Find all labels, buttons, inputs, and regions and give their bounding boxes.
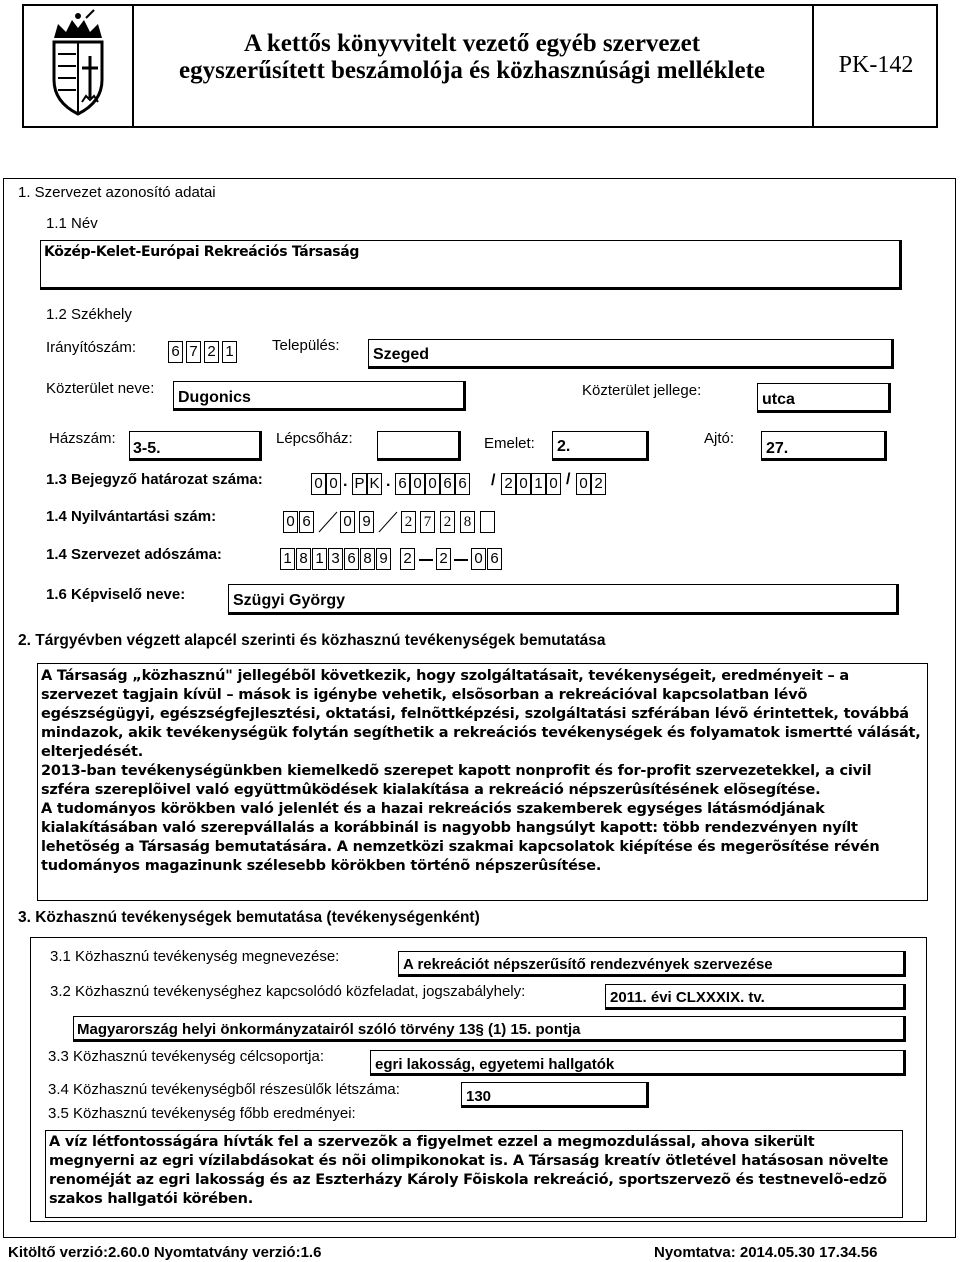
registry-char bbox=[480, 511, 495, 533]
header-title-line2: egyszerűsített beszámolója és közhasznúsági melléklete bbox=[179, 57, 765, 84]
tax-digit: 8 bbox=[360, 548, 375, 570]
header-title-line1: A kettős könyvvitelt vezető egyéb szervezet bbox=[243, 30, 701, 57]
zip-digit: 7 bbox=[186, 341, 201, 363]
section3-heading: 3. Közhasznú tevékenységek bemutatása (tevékenységenként) bbox=[18, 909, 480, 926]
city-value: Szeged bbox=[373, 346, 430, 363]
task-label: 3.2 Közhasznú tevékenységhez kapcsolódó közfeladat, jogszabályhely: bbox=[50, 983, 526, 1000]
name-label: 1.1 Név bbox=[46, 215, 98, 232]
tax-dash bbox=[454, 559, 468, 561]
resolution-char: 1 bbox=[531, 473, 546, 495]
tax-digit: 1 bbox=[312, 548, 327, 570]
tax-digit: 6 bbox=[487, 548, 502, 570]
header-title-block bbox=[134, 30, 810, 84]
section2-text-box[interactable] bbox=[37, 663, 928, 901]
resolution-char: 0 bbox=[425, 473, 440, 495]
section2-paragraph: 2013-ban tevékenységünkben kiemelkedõ szerepet kapott nonprofit és for-profit szervezetekkel, a civil szféra szereplõivel való együttmûködések kialakítása a rekreáció népszerûsítésének elõsegítése. bbox=[41, 763, 872, 798]
zip-digit: 6 bbox=[168, 341, 183, 363]
tax-digit: 1 bbox=[280, 548, 295, 570]
resolution-char: 0 bbox=[546, 473, 561, 495]
name-value: Közép-Kelet-Európai Rekreációs Társaság bbox=[44, 244, 360, 260]
resolution-slash: / bbox=[566, 471, 571, 488]
city-field[interactable] bbox=[368, 339, 894, 369]
tax-label: 1.4 Szervezet adószáma: bbox=[46, 546, 222, 563]
registry-slash-icon bbox=[378, 510, 398, 534]
form-code: PK-142 bbox=[838, 52, 914, 78]
section2-paragraph: A tudományos körökben való jelenlét és a hazai rekreációs szakemberek egységes látásmódjának kialakításában való szerepvállalás a korábbinál is nagyobb hangsúlyt kapott: több rendezvényen nyílt lehetõség a Társaság bemutatására. A nemzetközi szakmai kapcsolatok kiépítése és megerõsítése révén tudományos magazinunk szélesebb körökben történõ népszerûsítése. bbox=[41, 801, 880, 874]
tax-digit: 0 bbox=[471, 548, 486, 570]
registry-char: 2 bbox=[401, 511, 416, 533]
count-value: 130 bbox=[466, 1088, 492, 1105]
zip-label: Irányítószám: bbox=[46, 339, 137, 356]
resolution-char: 0 bbox=[576, 473, 591, 495]
resolution-char: 2 bbox=[591, 473, 606, 495]
section2-paragraph: A Társaság „közhasznú" jellegébõl következik, hogy szolgáltatásait, tevékenységeit, eredményeit – a szervezet tagjain kívül – mások is igénybe vehetik, elsõsorban a rekreációval kapcsolatban lévõ egészségügyi, egészségfejlesztési, oktatási, felnõttképzési, szolgáltatási szférában lévõ érintettek, továbbá mindazok, akik tevékenységük folytán segíthetik a rekreációs tevékenységek és folyamatok ismertté válását, elterjedését. bbox=[41, 668, 921, 760]
resolution-label: 1.3 Bejegyző határozat száma: bbox=[46, 471, 263, 488]
city-label: Település: bbox=[272, 337, 340, 354]
registry-label: 1.4 Nyilvántartási szám: bbox=[46, 508, 217, 525]
rep-value: Szügyi György bbox=[233, 592, 346, 609]
registry-char: 2 bbox=[440, 511, 455, 533]
registry-char: 9 bbox=[359, 511, 374, 533]
house-label: Házszám: bbox=[49, 430, 116, 447]
resolution-char: 0 bbox=[326, 473, 341, 495]
tax-dash bbox=[419, 559, 433, 561]
header-code-divider bbox=[812, 6, 814, 126]
resolution-char: 6 bbox=[440, 473, 455, 495]
house-value: 3-5. bbox=[133, 440, 161, 457]
task-value-1: 2011. évi CLXXXIX. tv. bbox=[610, 989, 765, 1006]
tax-digit: 6 bbox=[344, 548, 359, 570]
resolution-char: 2 bbox=[501, 473, 516, 495]
results-text: A víz létfontosságára hívták fel a szervezõk a figyelmet ezzel a megmozdulással, ahova sikerült megnyerni az egri vízilabdásokat és nõi olimpikonokat is. A Társaság kreatív ötletével hatásosan növelte renoméját az egri lakosság és az Eszterházy Károly Fõiskola rekreáció, sportszervezõ és testnevelõ-edzõ szakos hallgatói körében. bbox=[49, 1134, 889, 1207]
registry-char: 6 bbox=[299, 511, 314, 533]
resolution-slash: / bbox=[491, 472, 496, 489]
street-type-value: utca bbox=[762, 391, 795, 408]
zip-digit: 2 bbox=[204, 341, 219, 363]
activity-value: A rekreációt népszerűsítő rendezvények szervezése bbox=[403, 956, 773, 973]
tax-digit: 9 bbox=[376, 548, 391, 570]
resolution-char: P bbox=[352, 473, 367, 495]
resolution-char: 0 bbox=[410, 473, 425, 495]
tax-digit: 2 bbox=[436, 548, 451, 570]
section2-heading: 2. Tárgyévben végzett alapcél szerinti és közhasznú tevékenységek bemutatása bbox=[18, 632, 606, 649]
seat-label: 1.2 Székhely bbox=[46, 306, 132, 323]
results-text-box[interactable] bbox=[45, 1130, 903, 1218]
resolution-dot: . bbox=[386, 473, 391, 490]
footer-printed: Nyomtatva: 2014.05.30 17.34.56 bbox=[654, 1244, 878, 1261]
door-label: Ajtó: bbox=[704, 430, 735, 447]
zip-digit: 1 bbox=[222, 341, 237, 363]
rep-label: 1.6 Képviselő neve: bbox=[46, 586, 186, 603]
tax-digit: 2 bbox=[400, 548, 415, 570]
registry-char: 0 bbox=[283, 511, 298, 533]
registry-char: 7 bbox=[420, 511, 435, 533]
target-value: egri lakosság, egyetemi hallgatók bbox=[375, 1056, 615, 1073]
section1-heading: 1. Szervezet azonosító adatai bbox=[18, 184, 216, 201]
target-label: 3.3 Közhasznú tevékenység célcsoportja: bbox=[48, 1048, 324, 1065]
street-type-label: Közterület jellege: bbox=[582, 382, 702, 399]
resolution-char: 0 bbox=[516, 473, 531, 495]
street-label: Közterület neve: bbox=[46, 380, 155, 397]
tax-digit: 3 bbox=[328, 548, 343, 570]
stair-label: Lépcsőház: bbox=[276, 430, 353, 447]
street-value: Dugonics bbox=[178, 389, 251, 406]
floor-value: 2. bbox=[557, 438, 571, 455]
activity-label: 3.1 Közhasznú tevékenység megnevezése: bbox=[50, 948, 340, 965]
floor-label: Emelet: bbox=[484, 435, 535, 452]
tax-digit: 8 bbox=[296, 548, 311, 570]
resolution-char: 6 bbox=[455, 473, 470, 495]
registry-char: 0 bbox=[340, 511, 355, 533]
header-logo-panel bbox=[24, 6, 134, 126]
task-value-2: Magyarország helyi önkormányzatairól szóló törvény 13§ (1) 15. pontja bbox=[77, 1021, 581, 1038]
results-label: 3.5 Közhasznú tevékenység főbb eredményei: bbox=[48, 1105, 356, 1122]
registry-char: 8 bbox=[460, 511, 475, 533]
stair-field[interactable] bbox=[377, 431, 461, 461]
count-label: 3.4 Közhasznú tevékenységből részesülők létszáma: bbox=[48, 1081, 400, 1098]
resolution-char: K bbox=[367, 473, 382, 495]
resolution-char: 0 bbox=[311, 473, 326, 495]
footer-version: Kitöltő verzió:2.60.0 Nyomtatvány verzió:1.6 bbox=[8, 1244, 322, 1261]
resolution-dot: . bbox=[343, 473, 348, 490]
section2-text bbox=[38, 664, 927, 876]
coat-of-arms-icon bbox=[24, 6, 132, 126]
registry-slash-icon bbox=[318, 510, 338, 534]
resolution-char: 6 bbox=[395, 473, 410, 495]
door-value: 27. bbox=[766, 440, 789, 457]
